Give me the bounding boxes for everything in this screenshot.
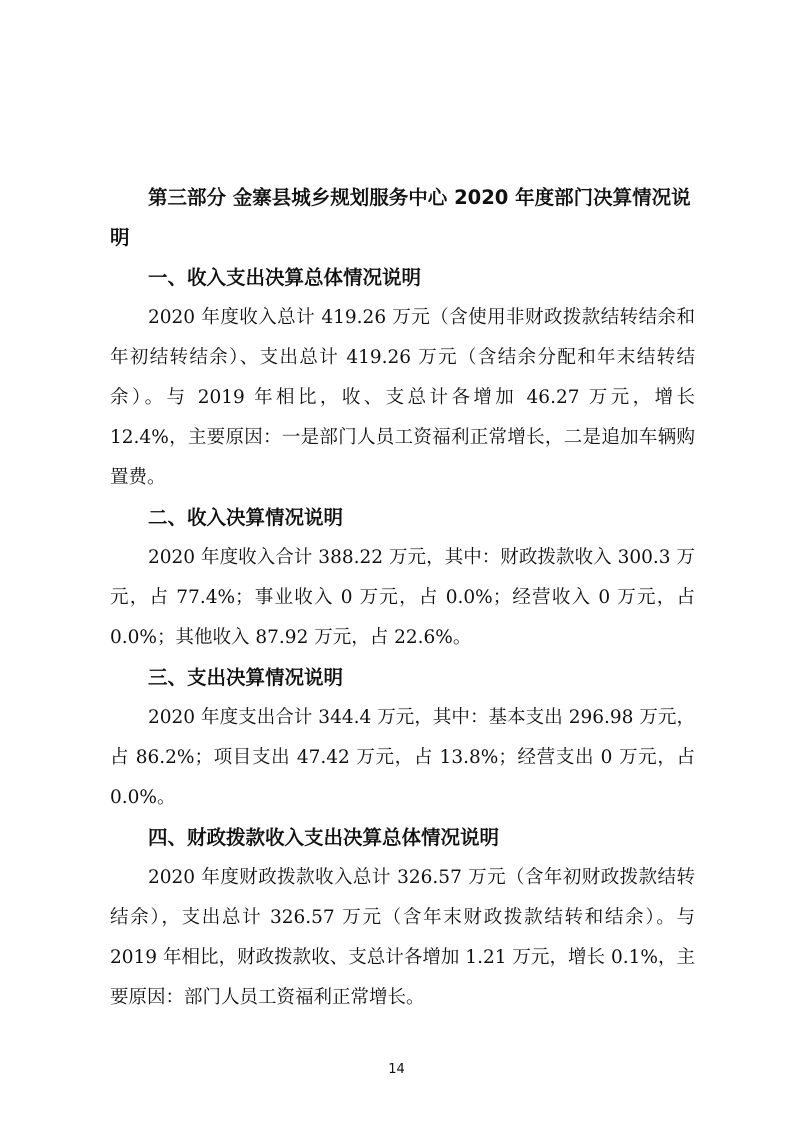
- section-heading-2: 二、收入决算情况说明: [148, 506, 344, 529]
- section-heading-4: 四、财政拨款收入支出决算总体情况说明: [148, 826, 500, 849]
- section-heading-3: 三、支出决算情况说明: [148, 666, 344, 689]
- section-heading-1: 一、收入支出决算总体情况说明: [148, 266, 422, 289]
- section-body-4: 2020 年度财政拨款收入总计 326.57 万元（含年初财政拨款结转结余），支出总计 326.57 万元（含年末财政拨款结转和结余）。与 2019 年相比，财政拨款收、支总计各增加 1.21 万元，增长 0.1%，主要原因：部门人员工资福利正常增长。: [110, 867, 695, 1008]
- page-title: 第三部分 金寨县城乡规划服务中心 2020 年度部门决算情况说明: [110, 186, 691, 249]
- section-body-2: 2020 年度收入合计 388.22 万元，其中：财政拨款收入 300.3 万元，占 77.4%；事业收入 0 万元，占 0.0%；经营收入 0 万元，占 0.0%；其他收入 87.92 万元，占 22.6%。: [110, 547, 695, 648]
- section-body-3: 2020 年度支出合计 344.4 万元，其中：基本支出 296.98 万元，占 86.2%；项目支出 47.42 万元，占 13.8%；经营支出 0 万元，占 0.0%。: [110, 707, 695, 808]
- section-body-1: 2020 年度收入总计 419.26 万元（含使用非财政拨款结转结余和年初结转结余）、支出总计 419.26 万元（含结余分配和年末结转结余）。与 2019 年相比，收、支总计各增加 46.27 万元，增长 12.4%，主要原因：一是部门人员工资福利正常增长，二是追加车辆购置费。: [110, 307, 695, 488]
- page-number: 14: [388, 1062, 405, 1077]
